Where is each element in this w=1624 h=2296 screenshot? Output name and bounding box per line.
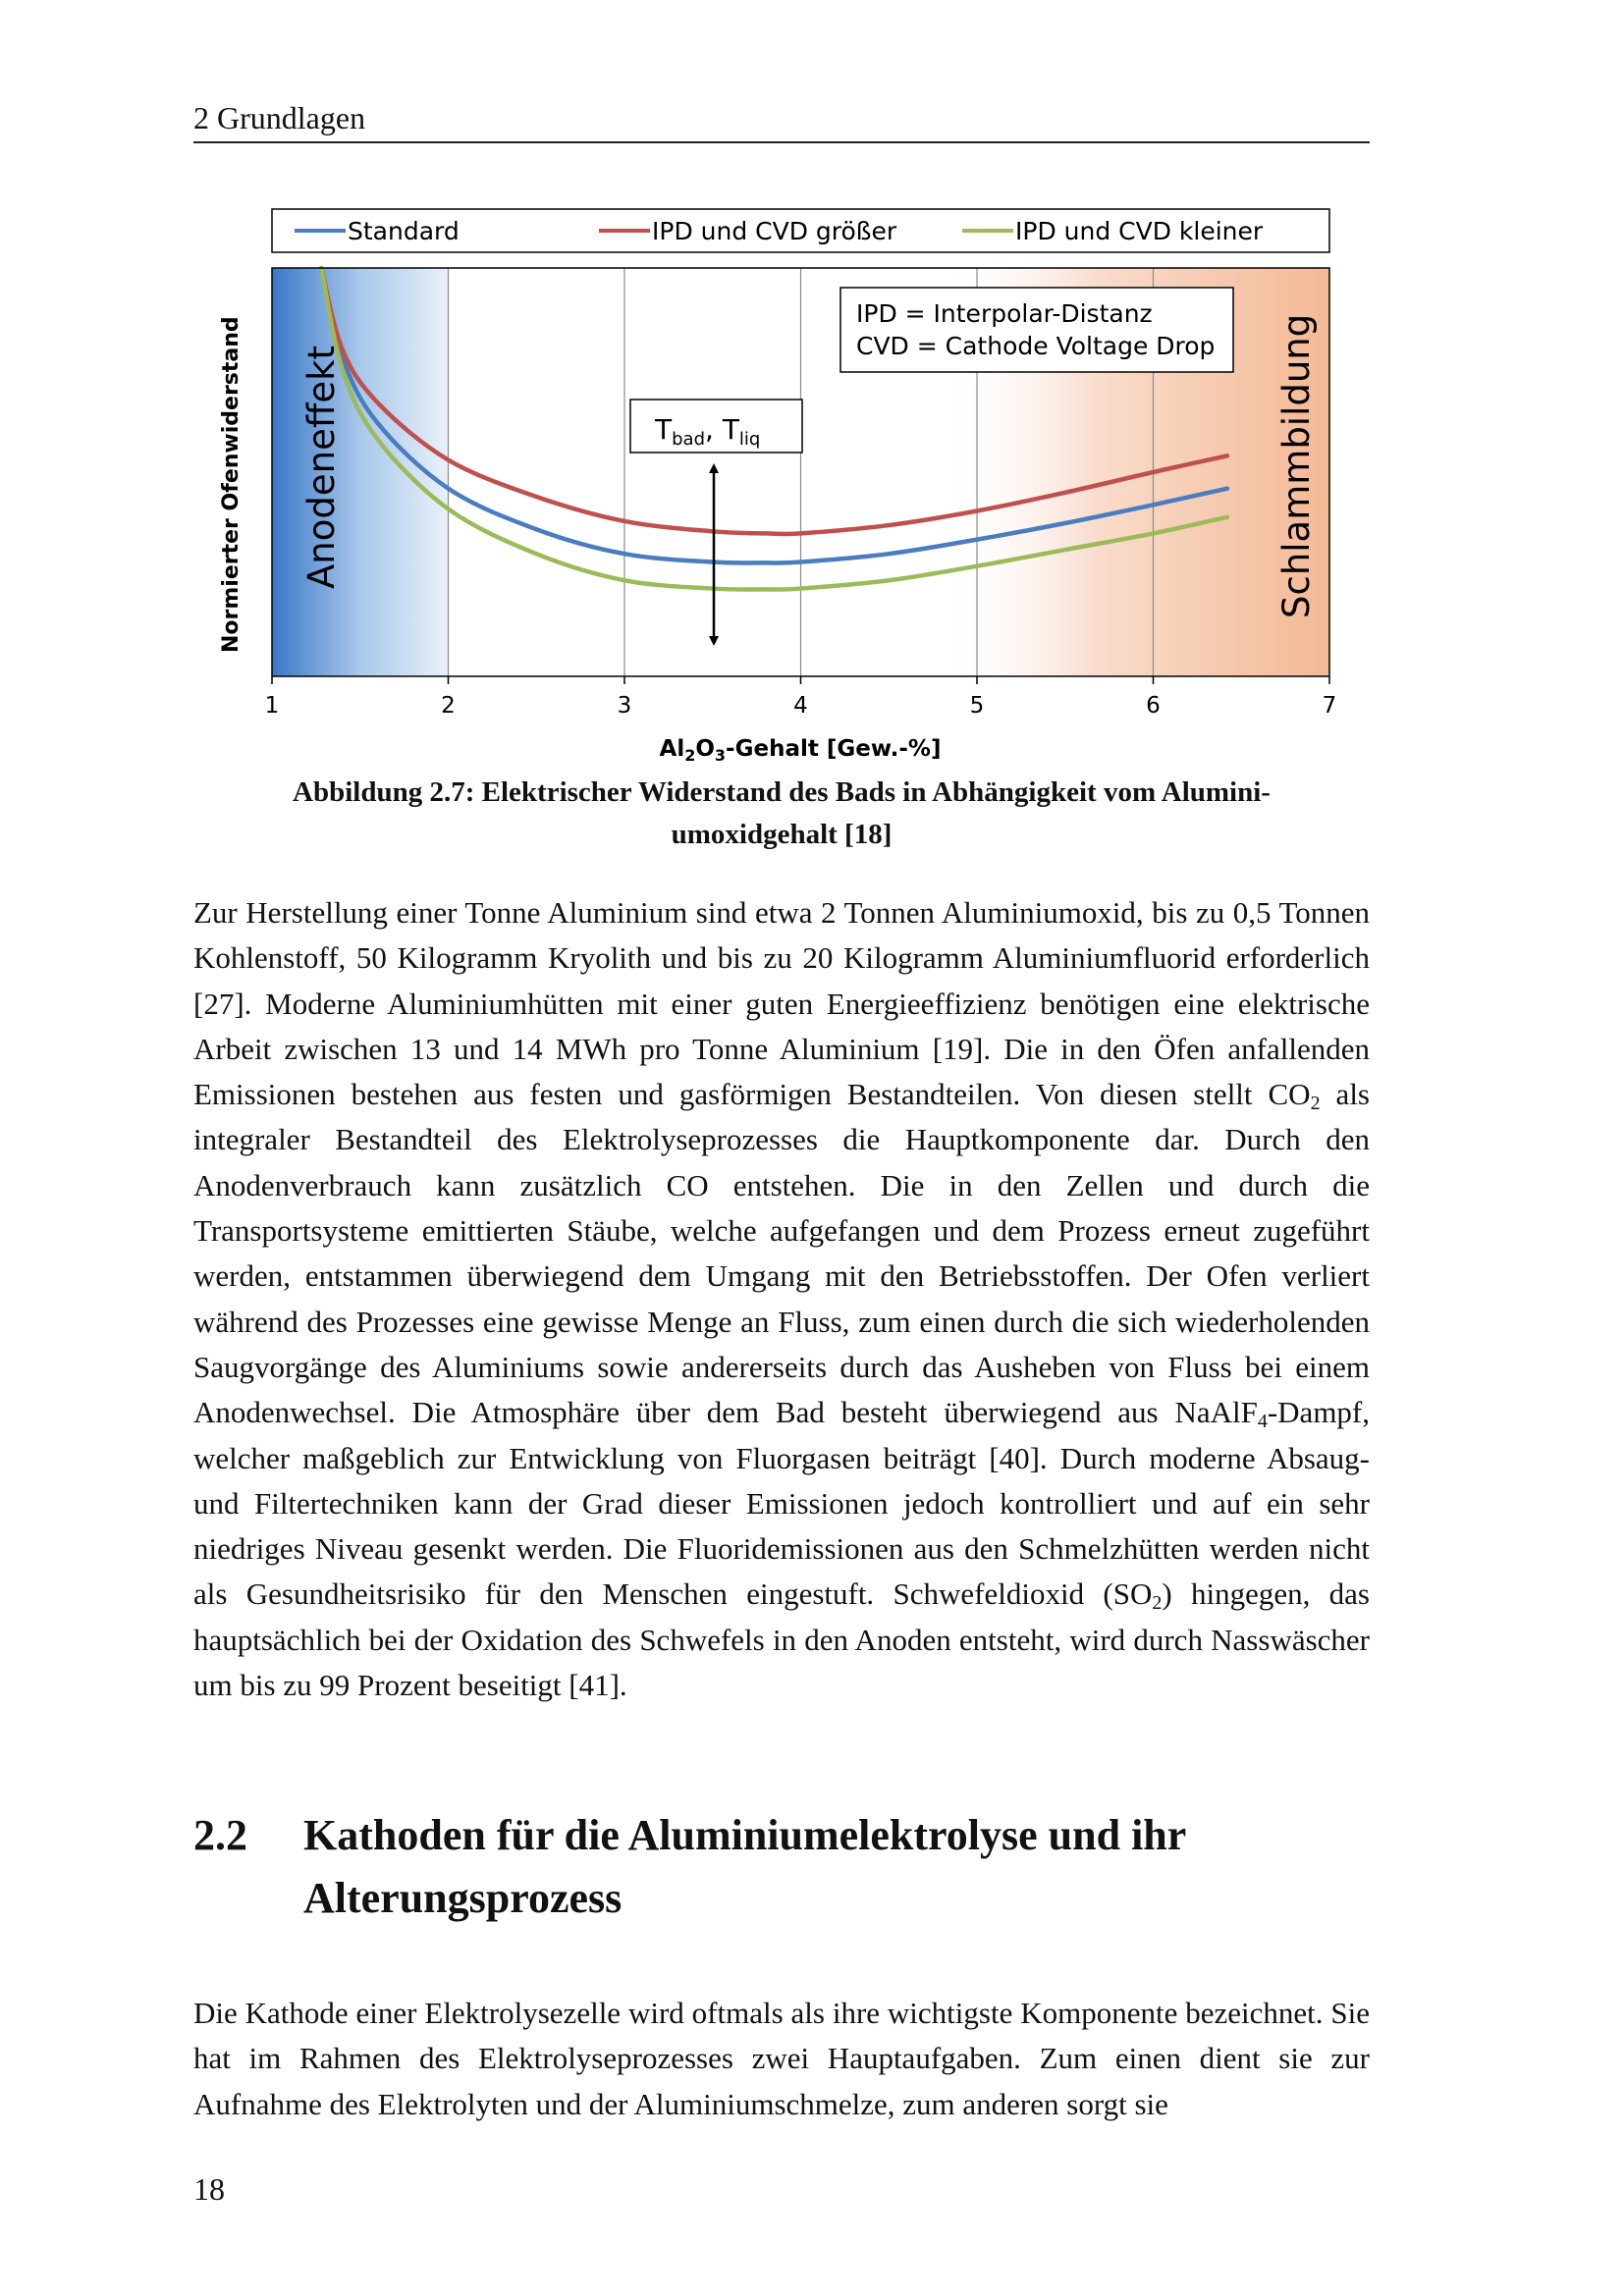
running-title: 2 Grundlagen <box>193 100 366 135</box>
x-tick-label-5: 5 <box>969 693 985 719</box>
section-number: 2.2 <box>193 1811 247 1859</box>
figure-caption <box>193 772 1370 856</box>
x-tick-label-4: 4 <box>793 693 808 719</box>
info-line-ipd: IPD = Interpolar-Distanz <box>856 299 1153 328</box>
figure <box>211 201 1360 766</box>
x-tick-label-6: 6 <box>1146 693 1161 719</box>
legend-label-1: IPD und CVD größer <box>652 217 897 245</box>
legend <box>295 217 1264 245</box>
tbad-sub: bad <box>672 429 705 450</box>
paragraph-1: Zur Herstellung einer Tonne Aluminium sind etwa 2 Tonnen Aluminiumoxid, bis zu 0,5 Tonnen Kohlenstoff, 50 Kilogramm Kryolith und bis zu 20 Kilogramm Aluminiumfluorid erforderlich [27]. Moderne Aluminiumhütten mit einer guten Energieeffizienz benötigen eine elektrische Arbeit zwischen 13 und 14 MWh pro Tonne Aluminium [19]. Die in den Öfen anfallenden Emissionen bestehen aus festen und gasförmigen Bestandteilen. Von diesen stellt $CO_2$ als integraler Bestandteil des Elektrolyseprozesses die Hauptkomponente dar. Durch den Anodenverbrauch kann zusätzlich CO entstehen. Die in den Zellen und durch die Transportsysteme emittierten Stäube, welche aufgefangen und dem Prozess erneut zugeführt werden, entstammen überwiegend dem Umgang mit den Betriebsstoffen. Der Ofen verliert während des Prozesses eine gewisse Menge an Fluss, zum einen durch die sich wiederholenden Saugvorgänge des Aluminiums sowie andererseits durch das Ausheben von Fluss bei einem Anodenwechsel. Die Atmosphäre über dem Bad besteht überwiegend aus NaAlF$_4$-Dampf, welcher maßgeblich zur Entwicklung von Fluorgasen beiträgt [40]. Durch moderne Absaug- und Filtertechniken kann der Grad dieser Emissionen jedoch kontrolliert und auf ein sehr niedriges Niveau gesenkt werden. Die Fluoridemissionen aus den Schmelzhütten werden nicht als Gesundheitsrisiko für den Menschen eingestuft. Schwefeldioxid $(SO_2)$ hingegen, das hauptsächlich bei der Oxidation des Schwefels in den Anoden entsteht, wird durch Nasswäscher um bis zu 99 Prozent beseitigt [41]. <box>193 895 1371 1703</box>
x-tick-labels <box>265 676 1337 719</box>
temp-sep: , <box>705 413 723 446</box>
caption-line-1: Abbildung 2.7: Elektrischer Widerstand des Bads in Abhängigkeit vom Alumini- <box>293 776 1271 808</box>
x-axis-label: $Al_2O_3$-Gehalt [Gew.-%] <box>659 736 942 765</box>
section-title: Kathoden für die Aluminiumelektrolyse und ihr Alterungsprozess <box>303 1811 1186 1922</box>
anode-effect-region <box>272 268 449 676</box>
tliq-main: T <box>722 413 739 446</box>
info-line-cvd: CVD = Cathode Voltage Drop <box>856 332 1216 360</box>
paragraph-2: Die Kathode einer Elektrolysezelle wird oftmals als ihre wichtigste Komponente bezeichnet. Sie hat im Rahmen des Elektrolyseprozesses zwei Hauptaufgaben. Zum einen dient sie zur Aufnahme des Elektrolyten und der Aluminiumschmelze, zum anderen sorgt sie <box>193 1996 1370 2121</box>
anodeneffekt-label: Anodeneffekt <box>300 345 343 589</box>
x-tick-label-2: 2 <box>441 693 456 719</box>
resistance-chart <box>211 201 1360 766</box>
page-number: 18 <box>193 2171 225 2207</box>
y-axis-label: Normierter Ofenwiderstand <box>219 316 244 653</box>
schlammbildung-label: Schlammbildung <box>1275 313 1318 618</box>
x-tick-label-7: 7 <box>1322 693 1337 719</box>
x-tick-label-3: 3 <box>617 693 632 719</box>
legend-label-2: IPD und CVD kleiner <box>1015 217 1264 245</box>
x-tick-label-1: 1 <box>264 693 280 719</box>
running-header <box>193 96 1370 143</box>
tliq-sub: liq <box>738 429 761 450</box>
legend-label-0: Standard <box>348 217 460 245</box>
tbad-main: T <box>655 413 673 446</box>
caption-line-2: umoxidgehalt [18] <box>671 819 893 850</box>
